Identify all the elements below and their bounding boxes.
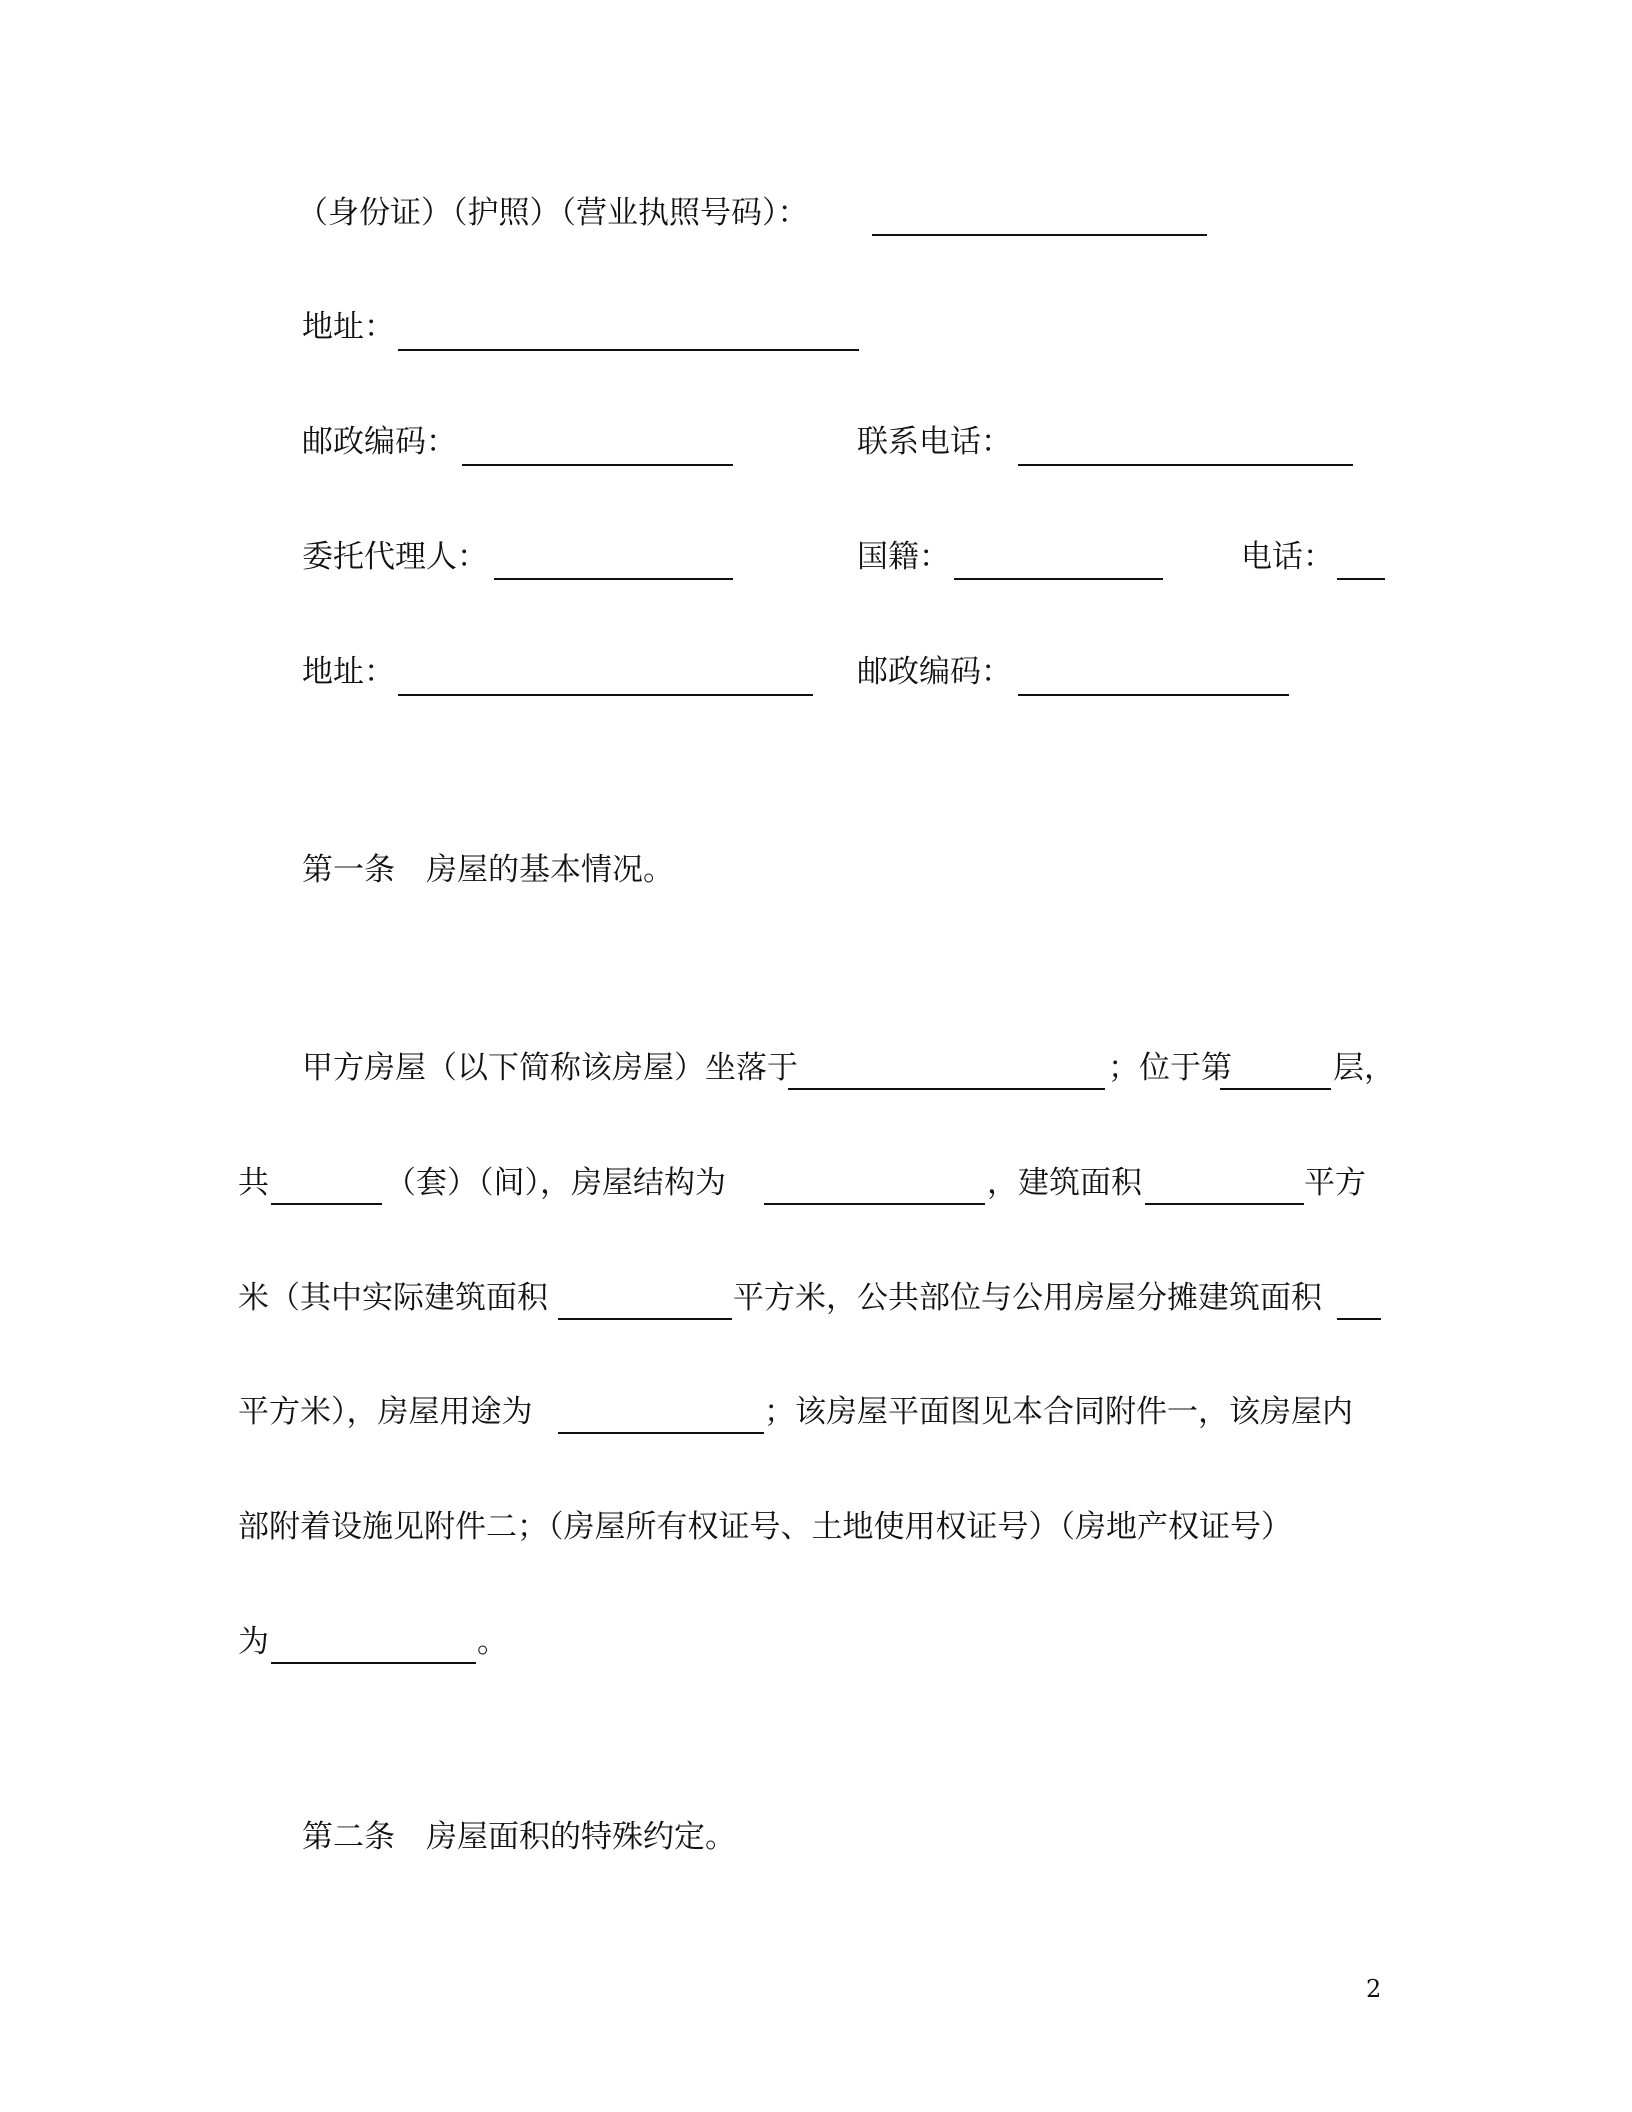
- unit-count-blank[interactable]: [271, 1203, 382, 1205]
- usage-blank[interactable]: [558, 1432, 764, 1434]
- nationality-label: 国籍：: [857, 539, 950, 575]
- address-blank[interactable]: [398, 349, 859, 351]
- article-1-line2-d: 平方: [1304, 1165, 1366, 1201]
- agent-address-blank[interactable]: [398, 694, 813, 696]
- shared-area-blank[interactable]: [1337, 1318, 1381, 1320]
- structure-blank[interactable]: [764, 1203, 985, 1205]
- article-1-line3-b: 平方米，公共部位与公用房屋分摊建筑面积: [733, 1280, 1322, 1316]
- article-1-line2-c: ，建筑面积: [987, 1165, 1142, 1201]
- article-1-line1-a: 甲方房屋（以下简称该房屋）坐落于: [302, 1050, 798, 1086]
- tel-blank[interactable]: [1337, 578, 1385, 580]
- actual-area-blank[interactable]: [558, 1318, 732, 1320]
- agent-postcode-blank[interactable]: [1018, 694, 1289, 696]
- article-1-heading: 第一条 房屋的基本情况。: [302, 852, 674, 888]
- agent-label: 委托代理人：: [302, 539, 488, 575]
- page-number: 2: [1366, 1975, 1382, 2003]
- agent-address-label: 地址：: [302, 654, 395, 690]
- floor-blank[interactable]: [1220, 1088, 1331, 1090]
- address-label: 地址：: [302, 309, 395, 345]
- floor-area-blank[interactable]: [1145, 1203, 1304, 1205]
- id-number-blank[interactable]: [872, 234, 1207, 236]
- tel-label: 电话：: [1241, 539, 1334, 575]
- agent-postcode-label: 邮政编码：: [857, 654, 1012, 690]
- article-1-line5: 部附着设施见附件二；（房屋所有权证号、土地使用权证号）（房地产权证号）: [238, 1509, 1292, 1545]
- phone-label: 联系电话：: [857, 424, 1012, 460]
- article-1-line2-b: （套）（间），房屋结构为: [385, 1165, 726, 1201]
- article-1-line1-b: ；位于第: [1108, 1050, 1232, 1086]
- article-1-line3-a: 米（其中实际建筑面积: [238, 1280, 548, 1316]
- article-1-line1-c: 层，: [1333, 1050, 1395, 1086]
- article-1-line2-a: 共: [238, 1165, 269, 1201]
- nationality-blank[interactable]: [954, 578, 1163, 580]
- article-1-line4-b: ；该房屋平面图见本合同附件一，该房屋内: [764, 1394, 1353, 1430]
- location-blank[interactable]: [788, 1088, 1105, 1090]
- article-1-line6-b: 。: [477, 1624, 508, 1660]
- agent-blank[interactable]: [494, 578, 733, 580]
- postcode-label: 邮政编码：: [302, 424, 457, 460]
- phone-blank[interactable]: [1018, 464, 1353, 466]
- article-2-heading: 第二条 房屋面积的特殊约定。: [302, 1819, 736, 1855]
- article-1-line6-a: 为: [238, 1624, 269, 1660]
- id-number-label: （身份证）（护照）（营业执照号码）：: [297, 195, 809, 231]
- postcode-blank[interactable]: [462, 464, 733, 466]
- article-1-line4-a: 平方米），房屋用途为: [238, 1394, 533, 1430]
- certificate-number-blank[interactable]: [271, 1662, 476, 1664]
